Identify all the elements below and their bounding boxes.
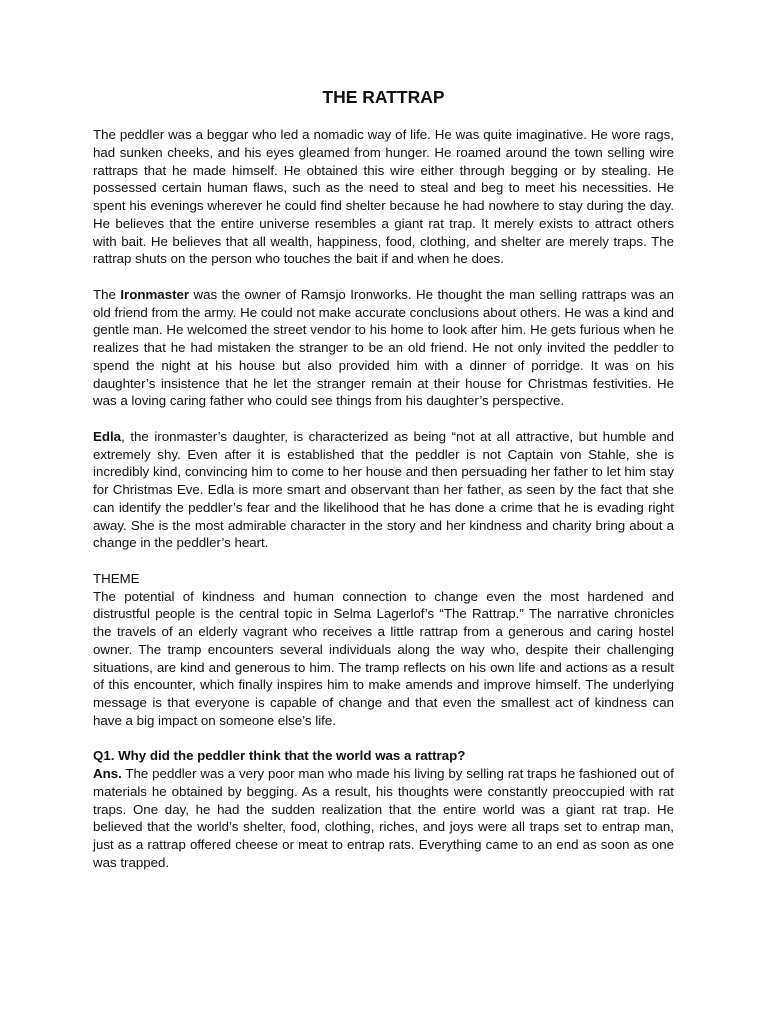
ironmaster-text: was the owner of Ramsjo Ironworks. He thought the man selling rattraps was an old friend from the army. He could not make accurate conclusions about others. He was a kind and gentle man. He welcomed the street vendor to his home to look after him. He gets furious when he realizes that he had mistaken the stranger to be an old friend. He not only invited the peddler to spend the night at his house but also provided him with a dinner of porridge. It was on his daughter’s insistence that he let the stranger remain at their house for Christmas festivities. He was a loving caring father who could see things from his daughter’s perspective. [93,286,675,409]
theme-paragraph: The potential of kindness and human connection to change even the most hardened and distrustful people is the central topic in Selma Lagerlof’s “The Rattrap.” The narrative chronicles the travels of an elderly vagrant who receives a little rattrap from a generous and caring hostel owner. The tramp encounters several individuals along the way who, despite their challenging situations, are kind and generous to him. The tramp reflects on his own life and actions as a result of this encounter, which finally inspires him to make amends and improve himself. The underlying message is that everyone is capable of change and that even the smallest act of kindness can have a big impact on someone else’s life. [93,588,674,728]
edla-text: , the ironmaster’s daughter, is characterized as being “not at all attractive, but humble and extremely shy. Even after it is established that the peddler is not Captain von Stahle, she is incredibly kind, convincing him to come to her house and then persuading her father to let him stay for Christmas Eve. Edla is more smart and observant than her father, as seen by the fact that she can identify the peddler’s fear and the likelihood that he has done a crime that he is evading right away. She is the most admirable character in the story and her kindness and charity bring about a change in the peddler’s heart. [93,428,674,551]
answer-text: The peddler was a very poor man who made his living by selling rat traps he fashioned out of materials he obtained by begging. As a result, his thoughts were constantly preoccupied with rat traps. One day, he had the sudden realization that the entire world was a giant rat trap. He believed that the world’s shelter, food, clothing, riches, and joys were all traps set to entrap man, just as a rattrap offered cheese or meat to entrap rats. Everything came to an end as soon as one was trapped. [93,766,674,870]
document-page [93,86,674,872]
answer-1 [93,765,674,872]
theme-heading: THEME [93,570,140,586]
ironmaster-paragraph [93,286,674,410]
peddler-paragraph: The peddler was a beggar who led a nomadic way of life. He was quite imaginative. He wore rags, had sunken cheeks, and his eyes gleamed from hunger. He roamed around the town selling wire rattraps that he made himself. He obtained this wire either through begging or by stealing. He possessed certain human flaws, such as the need to steal and beg to meet his necessities. He spent his evenings wherever he could find shelter because he had nowhere to stay during the day. He believes that the entire universe resembles a giant rat trap. It merely exists to attract others with bait. He believes that all wealth, happiness, food, clothing, and shelter are merely traps. The rattrap shuts on the person who touches the bait if and when he does. [93,127,674,267]
answer-label: Ans. [93,766,122,781]
document-title: THE RATTRAP [322,87,445,107]
question-1: Q1. Why did the peddler think that the world was a rattrap? [93,748,466,764]
ironmaster-prefix: The [93,286,121,302]
edla-name: Edla [93,428,122,444]
ironmaster-name: Ironmaster [120,286,190,302]
edla-paragraph [93,428,674,552]
